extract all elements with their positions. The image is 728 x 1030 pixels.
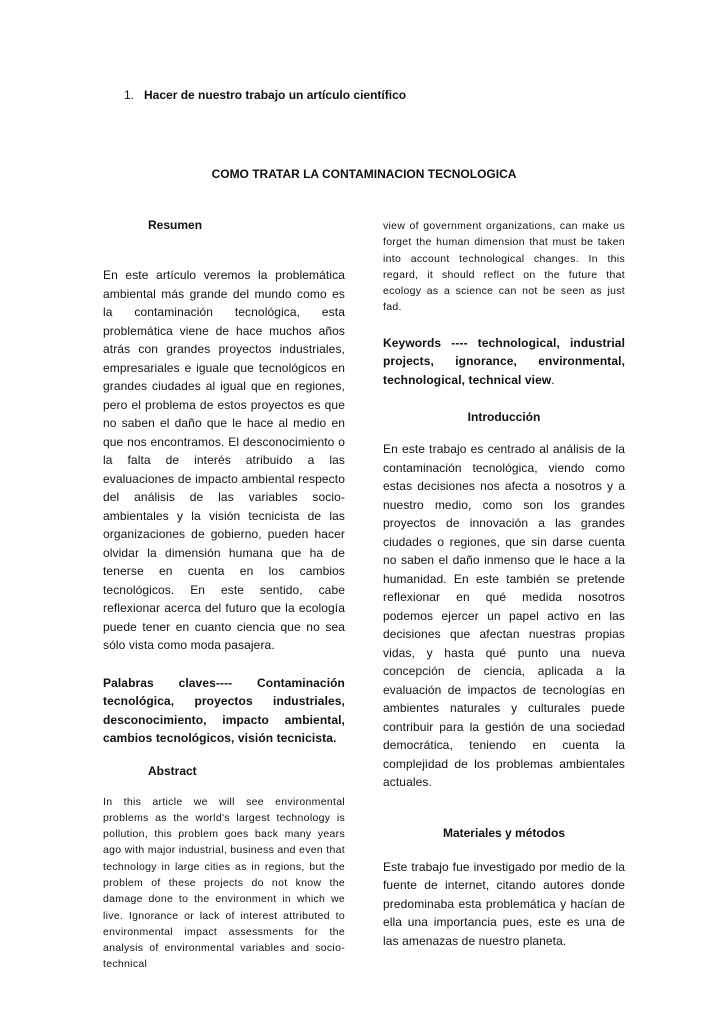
heading-number: 1. (124, 88, 135, 102)
materiales-heading: Materiales y métodos (442, 825, 566, 840)
right-column (383, 218, 625, 950)
keywords-text: Keywords ---- technological, industrial projects, ignorance, environmental, technological, technical view (383, 335, 625, 387)
numbered-heading (124, 88, 406, 102)
introduccion-paragraph: En este trabajo es centrado al análisis de la contaminación tecnológica, viendo como estas decisiones nos afecta a nosotros y a nuestro medio, como son los grandes proyectos de innovación a las grandes ciudades o regiones, que sin darse cuenta no saben el daño inmenso que le hace a la humanidad. En este también se pretende reflexionar en qué medida nosotros podemos ejercer un papel activo en las decisiones que afectan nuestras propias vidas, y hasta qué punto una nueva concepción de ciencia, aplicada a la evaluación de impactos de tecnologías en ambientes naturales y culturales puede contribuir para la gestión de una sociedad democrática, teniendo en cuenta la complejidad de los problemas ambientales actuales. (383, 442, 625, 790)
document-title: COMO TRATAR LA CONTAMINACION TECNOLOGICA (211, 167, 517, 181)
abstract-heading: Abstract (148, 763, 197, 778)
heading-text: Hacer de nuestro trabajo un artículo científico (144, 88, 407, 102)
keywords-paragraph (383, 334, 625, 390)
abstract-continued-paragraph: view of government organizations, can make us forget the human dimension that must be taken into account technological changes. In this regard, it should reflect on the future that ecology as a science can not be seen as just fad. (383, 220, 625, 314)
materiales-paragraph: Este trabajo fue investigado por medio de la fuente de internet, citando autores donde predominaba esta problemática y hacían de ella una importancia pues, este es una de las amenazas de nuestro planeta. (383, 859, 625, 948)
introduccion-heading: Introducción (467, 410, 541, 425)
abstract-paragraph: In this article we will see environmental problems as the world's largest technology is pollution, this problem goes back many years ago with major industrial, business and even that technology in large cities as in regions, but the problem of these projects do not know the damage done to the environment in which we live. Ignorance or lack of interest attributed to environmental impact assessments for the analysis of environmental variables and socio-technical (103, 795, 345, 971)
left-column (103, 218, 345, 973)
keywords-end: . (551, 372, 555, 387)
resumen-heading: Resumen (148, 218, 203, 232)
palabras-claves: Palabras claves---- Contaminación tecnológica, proyectos industriales, desconocimiento, impacto ambiental, cambios tecnológicos, visión tecnicista. (103, 675, 345, 745)
resumen-paragraph: En este artículo veremos la problemática ambiental más grande del mundo como es la contaminación tecnológica, esta problemática viene de hace muchos años atrás con grandes proyectos industriales, empresariales e iguale que tecnológicos en grandes ciudades al igual que en regiones, pero el problema de estos proyectos es que no saben el daño que le hace al medio en que nos encontramos. El desconocimiento o la falta de interés atribuido a las evaluaciones de impacto ambiental respecto del análisis de las variables socio-ambientales y la visión tecnicista de las organizaciones de gobierno, pueden hacer olvidar la dimensión humana que ha de tenerse en cuenta en los cambios tecnológicos. En este sentido, cabe reflexionar acerca del futuro que la ecología puede tener en cuanto ciencia que no sea sólo vista como moda pasajera. (103, 268, 345, 652)
